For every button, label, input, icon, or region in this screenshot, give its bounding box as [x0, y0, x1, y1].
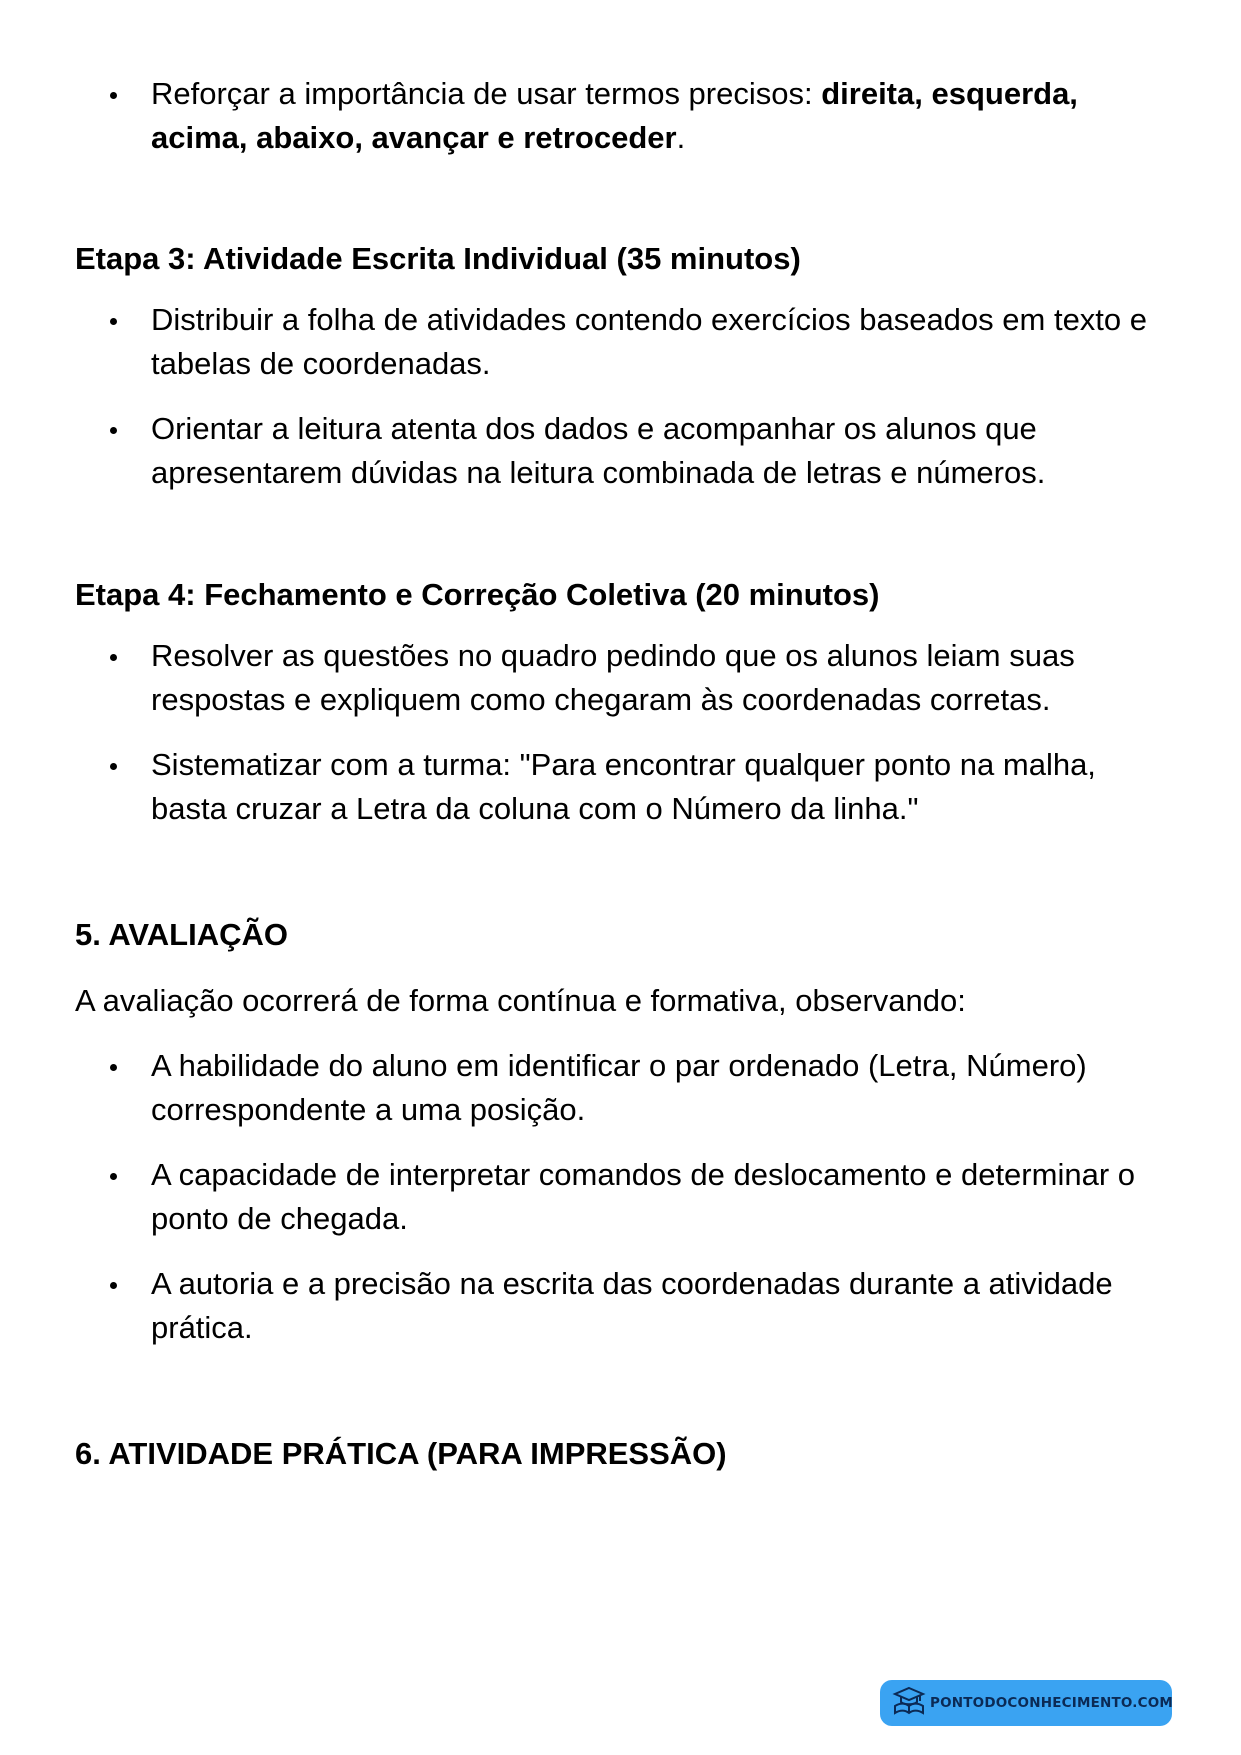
avaliacao-intro: A avaliação ocorrerá de forma contínua e formativa, observando: — [75, 983, 966, 1018]
etapa4-heading: Etapa 4: Fechamento e Correção Coletiva (20 minutos) — [75, 577, 880, 612]
list-item-text: Resolver as questões no quadro pedindo que os alunos leiam suas respostas e expliquem como chegaram às coordenadas corretas. — [151, 638, 1075, 717]
bullet-icon — [110, 654, 117, 661]
bullet-icon — [110, 427, 117, 434]
list-item — [75, 1044, 1175, 1132]
top-bullet-list — [75, 72, 1175, 160]
list-item-text: A capacidade de interpretar comandos de deslocamento e determinar o ponto de chegada. — [151, 1157, 1135, 1236]
avaliacao-heading: 5. AVALIAÇÃO — [75, 917, 288, 952]
list-item — [75, 407, 1175, 495]
watermark-text: PONTODOCONHECIMENTO.COM — [930, 1695, 1174, 1711]
list-item — [75, 298, 1175, 386]
bullet-icon — [110, 1282, 117, 1289]
site-watermark-link[interactable] — [880, 1680, 1172, 1726]
list-item-text: Orientar a leitura atenta dos dados e acompanhar os alunos que apresentarem dúvidas na leitura combinada de letras e números. — [151, 411, 1046, 490]
bullet-icon — [110, 1064, 117, 1071]
list-item-text: A autoria e a precisão na escrita das coordenadas durante a atividade prática. — [151, 1266, 1113, 1345]
bullet-text-bold: direita, esquerda, acima, abaixo, avançar e retroceder — [151, 76, 1078, 155]
list-item — [75, 1153, 1175, 1241]
etapa4-list — [75, 634, 1175, 831]
atividade-heading: 6. ATIVIDADE PRÁTICA (PARA IMPRESSÃO) — [75, 1436, 727, 1471]
list-item-text: A habilidade do aluno em identificar o par ordenado (Letra, Número) correspondente a uma posição. — [151, 1048, 1087, 1127]
book-graduation-cap-icon — [892, 1686, 930, 1721]
bullet-icon — [110, 1173, 117, 1180]
bullet-text-prefix: Reforçar a importância de usar termos precisos: — [151, 76, 822, 111]
list-item — [75, 72, 1175, 160]
list-item-text: Distribuir a folha de atividades contendo exercícios baseados em texto e tabelas de coordenadas. — [151, 302, 1148, 381]
list-item-text: Sistematizar com a turma: "Para encontrar qualquer ponto na malha, basta cruzar a Letra da coluna com o Número da linha." — [151, 747, 1096, 826]
bullet-icon — [110, 763, 117, 770]
list-item — [75, 743, 1175, 831]
list-item — [75, 634, 1175, 722]
bullet-text-suffix: . — [676, 120, 686, 155]
etapa3-heading: Etapa 3: Atividade Escrita Individual (35 minutos) — [75, 241, 801, 276]
bullet-icon — [110, 92, 117, 99]
etapa3-list — [75, 298, 1175, 495]
bullet-icon — [110, 318, 117, 325]
avaliacao-list — [75, 1044, 1175, 1350]
document-content — [75, 72, 1175, 1474]
list-item — [75, 1262, 1175, 1350]
